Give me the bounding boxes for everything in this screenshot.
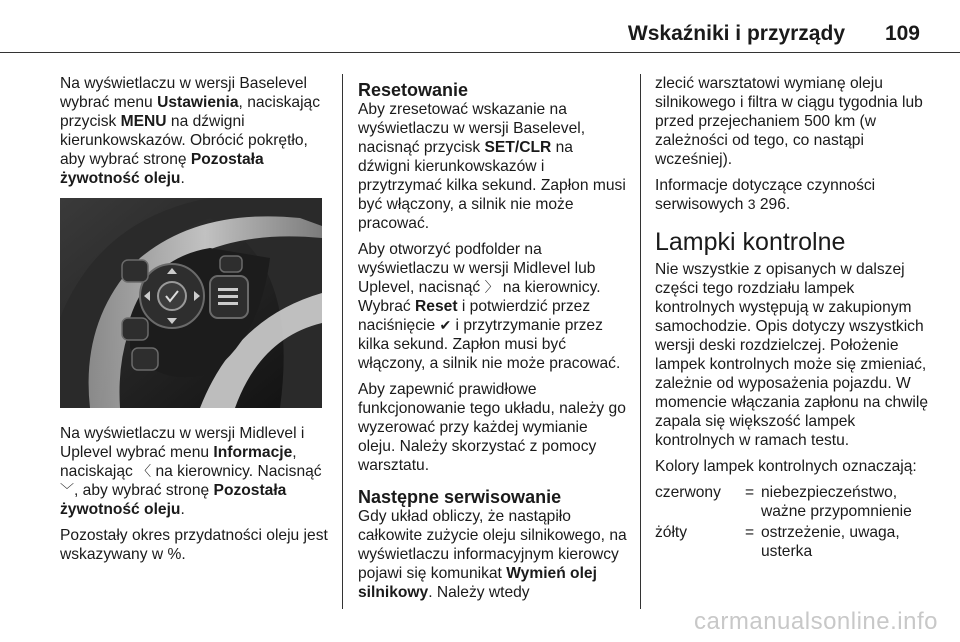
chevron-right-icon: 〉 xyxy=(484,279,499,295)
paragraph-service-ref: Informacje dotyczące czynności serwisowych 3 296. xyxy=(655,177,876,213)
paragraph-reset-note: Aby zapewnić prawidłowe funkcjonowanie tego układu, należy go wyzerować przy każdej wymianie oleju. Należy skorzystać z pomocy warsztatu. xyxy=(358,381,626,474)
paragraph-service-continued: zlecić warsztatowi wymianę oleju silnikowego i filtra w ciągu tygodnia lub przed przejechaniem 500 km (w zależności od tego, co nastąpi wcześniej). xyxy=(655,75,923,168)
heading-next-service: Następne serwisowanie xyxy=(358,487,562,507)
page-header xyxy=(0,0,960,60)
section-title: Wskaźniki i przyrządy xyxy=(627,22,845,45)
page-reference-icon: 3 xyxy=(747,196,756,212)
paragraph-remaining: Pozostały okres przydatności oleju jest wskazywany w %. xyxy=(60,527,328,563)
paragraph-reset-midlevel: Aby otworzyć podfolder na wyświetlaczu w wersji Midlevel lub Uplevel, nacisnąć 〉 na kierownicy. Wybrać Reset i potwierdzić przez naciśnięcie ✔ i przytrzymanie przez kilka sekund. Zapłon musi być włączony, a silnik nie może pracować. xyxy=(358,241,621,372)
paragraph-next-service: Gdy układ obliczy, że nastąpiło całkowite zużycie oleju silnikowego, na wyświetlaczu informacyjnym kierowcy pojawi się komunikat Wymień olej silnikowy. Należy wtedy xyxy=(358,508,627,601)
paragraph-lamps-intro: Nie wszystkie z opisanych w dalszej części tego rozdziału lampek kontrolnych występują w zakupionym samochodzie. Opis dotyczy wszystkich wersji deski rozdzielczej. Położenie lampek kontrolnych może się zmieniać, zależnie od wyposażenia pojazdu. W momencie włączania zapłonu na chwilę zapala się większość lampek kontrolnych w ramach testu. xyxy=(655,261,929,449)
column-middle xyxy=(358,80,628,609)
page-number: 109 xyxy=(884,22,920,45)
table-row: żółty = ostrzeżenie, uwaga, usterka xyxy=(655,524,900,560)
watermark: carmanualsonline.info xyxy=(694,608,938,635)
column-divider xyxy=(342,74,343,609)
checkmark-icon: ✔ xyxy=(439,317,452,333)
table-row: czerwony = niebezpieczeństwo, ważne przypomnienie xyxy=(655,484,912,520)
paragraph-baselevel: Na wyświetlaczu w wersji Baselevel wybrać menu Ustawienia, naciskając przycisk MENU na dźwigni kierunkowskazów. Obrócić pokrętło, aby wybrać stronę Pozostała żywotność oleju. xyxy=(60,75,321,187)
column-right xyxy=(655,74,930,563)
paragraph-reset-baselevel: Aby zresetować wskazanie na wyświetlaczu w wersji Baselevel, nacisnąć przycisk SET/CLR na dźwigni kierunkowskazów i przytrzymać kilka sekund. Zapłon musi być włączony, a silnik nie może pracować. xyxy=(358,101,626,232)
heading-reset: Resetowanie xyxy=(358,80,469,100)
paragraph-midlevel: Na wyświetlaczu w wersji Midlevel i Uplevel wybrać menu Informacje, naciskając 〈 na kierownicy. Nacisnąć ﹀, aby wybrać stronę Pozostała żywotność oleju. xyxy=(60,425,322,518)
chevron-down-icon: ﹀ xyxy=(60,482,74,498)
heading-warning-lamps: Lampki kontrolne xyxy=(655,228,846,256)
header-rule xyxy=(0,52,960,53)
paragraph-colors-intro: Kolory lampek kontrolnych oznaczają: xyxy=(655,458,917,475)
lamp-colors-table xyxy=(655,483,930,563)
steering-wheel-controls-image xyxy=(60,198,322,408)
column-divider xyxy=(640,74,641,609)
column-left xyxy=(60,74,335,571)
chevron-left-icon: 〈 xyxy=(137,463,152,479)
